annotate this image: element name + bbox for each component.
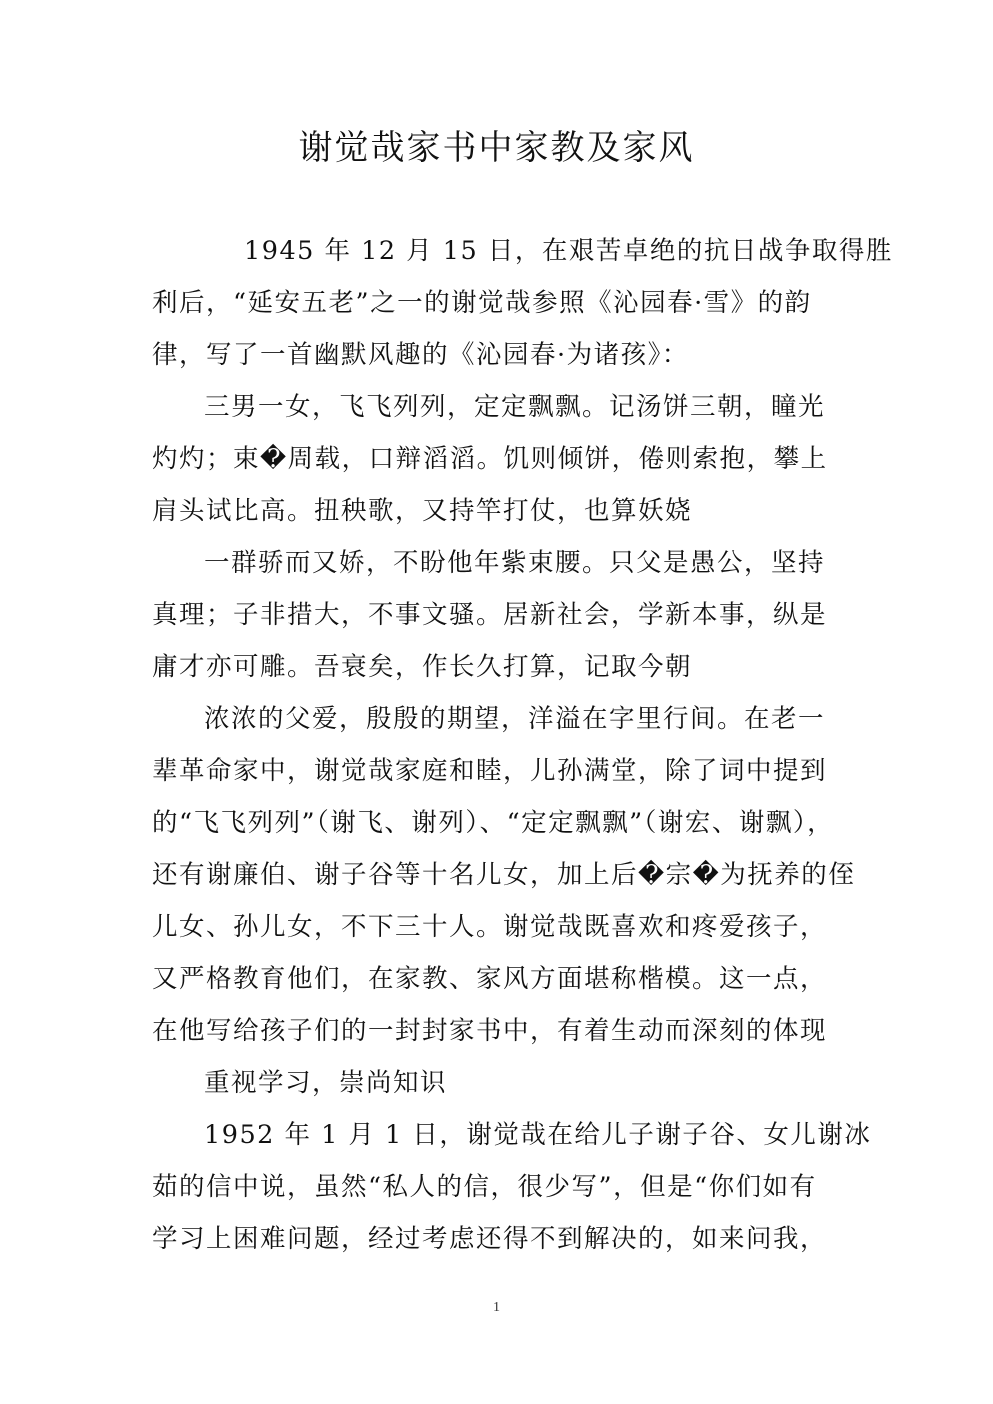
paragraph-line: 真理；子非措大，不事文骚。居新社会，学新本事，纵是: [152, 600, 828, 630]
paragraph-line: 肩头试比高。扭秧歌，又持竿打仗，也算妖娆: [152, 496, 693, 526]
paragraph: [152, 1057, 844, 1109]
paragraph-line: 学习上困难问题，经过考虑还得不到解决的，如来问我，: [152, 1224, 828, 1254]
paragraph-line: 利后，“延安五老”之一的谢觉哉参照《沁园春·雪》的韵: [152, 288, 812, 318]
paragraph: [152, 1109, 872, 1265]
paragraph-line: 庸才亦可雕。吾衰矣，作长久打算，记取今朝: [152, 652, 693, 682]
page-number: 1: [493, 1300, 500, 1315]
paragraph: [152, 381, 844, 537]
paragraph-line: 一群骄而又娇，不盼他年紫束腰。只父是愚公，坚持: [204, 548, 826, 578]
paragraph-line: 还有谢廉伯、谢子谷等十名儿女，加上后�宗�为抚养的侄: [152, 860, 856, 890]
paragraph: [152, 537, 844, 693]
paragraph-line: 的“飞飞列列”（谢飞、谢列）、“定定飘飘”（谢宏、谢飘），: [152, 808, 835, 838]
paragraph-line: 律，写了一首幽默风趣的《沁园春·为诸孩》：: [152, 340, 689, 370]
paragraph-line: 在他写给孩子们的一封封家书中，有着生动而深刻的体现: [152, 1016, 828, 1046]
paragraph: [152, 693, 856, 1057]
paragraph-line: 三男一女，飞飞列列，定定飘飘。记汤饼三朝，瞳光: [204, 392, 826, 422]
paragraph-line: 1945 年 12 月 15 日，在艰苦卓绝的抗日战争取得胜: [244, 236, 893, 266]
page-title: 谢觉哉家书中家教及家风: [298, 128, 695, 168]
paragraph: [152, 225, 893, 381]
paragraph-line: 茹的信中说，虽然“私人的信，很少写”，但是“你们如有: [152, 1172, 817, 1202]
paragraph-line: 浓浓的父爱，殷殷的期望，洋溢在字里行间。在老一: [204, 704, 826, 734]
paragraph-line: 1952 年 1 月 1 日，谢觉哉在给儿子谢子谷、女儿谢冰: [204, 1120, 872, 1150]
paragraph-line: 又严格教育他们，在家教、家风方面堪称楷模。这一点，: [152, 964, 828, 994]
paragraph-line: 重视学习，崇尚知识: [204, 1068, 448, 1098]
document-body: [152, 225, 893, 1265]
paragraph-line: 儿女、孙儿女，不下三十人。谢觉哉既喜欢和疼爱孩子，: [152, 912, 828, 942]
paragraph-line: 灼灼；束�周载，口辩滔滔。饥则倾饼，倦则索抱，攀上: [152, 444, 828, 474]
paragraph-line: 辈革命家中，谢觉哉家庭和睦，儿孙满堂，除了词中提到: [152, 756, 828, 786]
